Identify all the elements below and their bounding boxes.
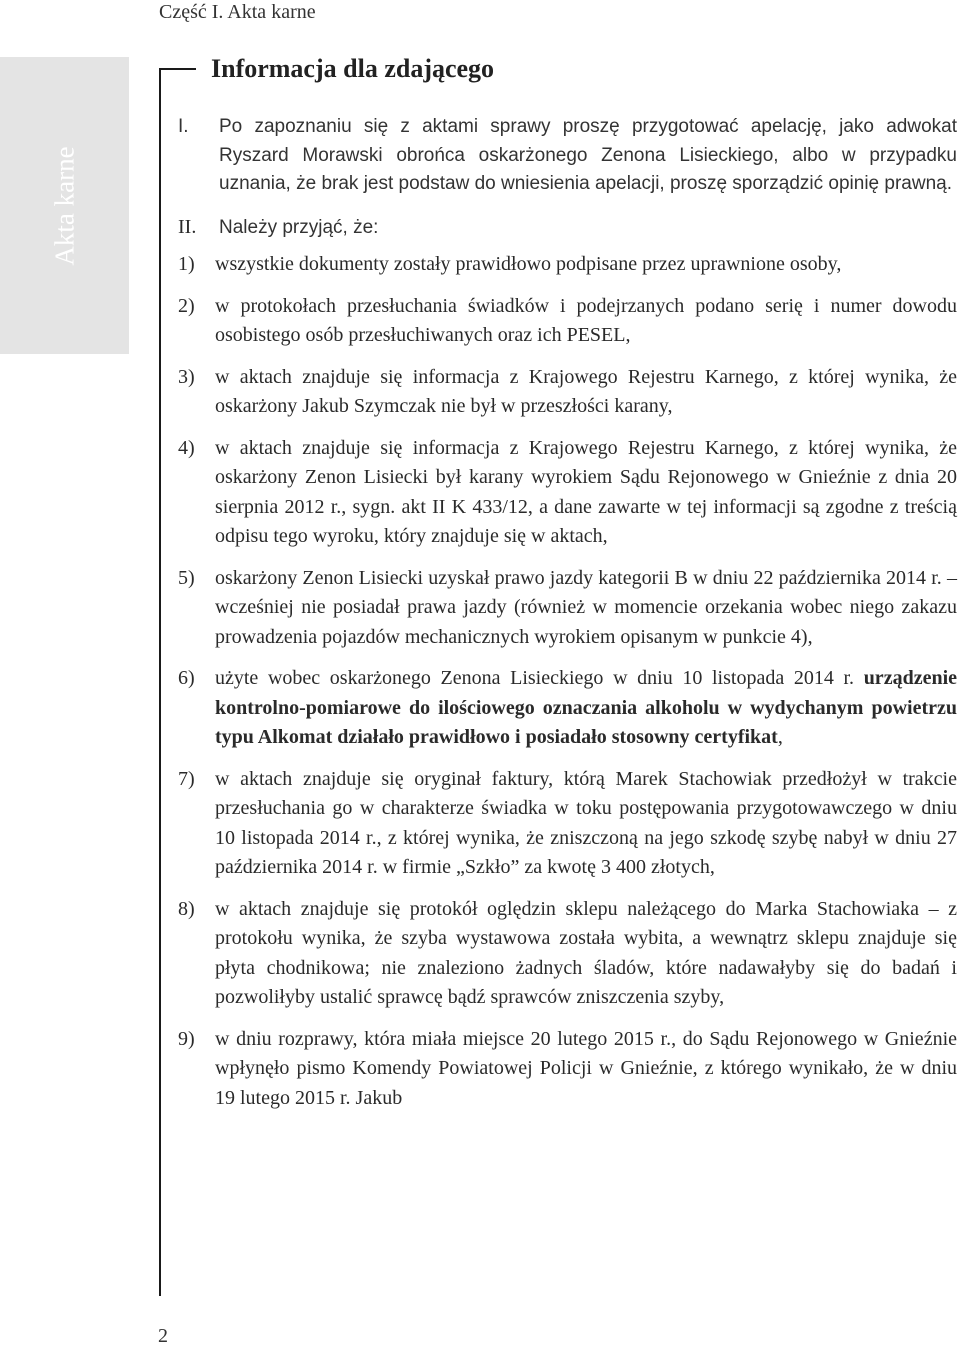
list-item-text: w protokołach przesłuchania świadków i podejrzanych podano serię i numer dowodu osobistego osób przesłuchiwanych oraz ich PESEL, <box>215 294 957 346</box>
list-item-number: 1) <box>178 253 195 275</box>
list-item-text: w aktach znajduje się protokół oględzin sklepu należącego do Marka Stachowiaka – z protokołu wynika, że szyba wystawowa została wybita, a wewnątrz sklepu znajduje się płyta chodnikowa; nie znaleziono żadnych śladów, które nadawałyby się do badań i pozwoliłyby ustalić sprawcę bądź sprawców zniszczenia szyby, <box>215 897 957 1008</box>
section-title: Informacja dla zdającego <box>211 54 495 83</box>
list-item-number: 5) <box>178 566 195 589</box>
side-tab-label: Akta karne <box>49 145 79 266</box>
list-item <box>178 363 957 422</box>
list-item-number: 9) <box>178 1027 195 1050</box>
paragraph-number: II. <box>178 215 197 238</box>
frame-top-rule <box>159 68 196 70</box>
running-header: Część I. Akta karne <box>159 1 316 23</box>
list-item <box>178 1025 957 1114</box>
list-item-text: w aktach znajduje się informacja z Krajowego Rejestru Karnego, z której wynika, że oskarżony Zenon Lisiecki był karany wyrokiem Sądu Rejonowego w Gnieźnie z dnia 20 sierpnia 2012 r., sygn. akt II K 433/12, a dane zawarte w tej informacji są zgodne z treścią odpisu tego wyroku, który znajduje się w aktach, <box>215 436 957 547</box>
list-item-number: 6) <box>178 667 195 689</box>
list-item-number: 8) <box>178 897 195 920</box>
list-item-number: 4) <box>178 436 195 459</box>
page-number: 2 <box>158 1325 168 1347</box>
paragraph-number: I. <box>178 116 189 137</box>
paragraph-ii <box>178 213 957 243</box>
list-item-text-bold: urządzenie kontrolno-pomiarowe do ilościowego oznaczania alkoholu w wydychanym powietrzu typu Alkomat działało prawidłowo i posiadało stosowny certyfikat <box>215 667 957 748</box>
list-item-text-start: użyte wobec oskarżonego Zenona Lisieckiego w dniu 10 listopada 2014 r. <box>215 667 864 689</box>
document-body <box>178 113 957 1125</box>
paragraph-i <box>178 113 957 199</box>
list-item <box>178 564 957 653</box>
paragraph-text: Należy przyjąć, że: <box>219 216 379 238</box>
list-item-number: 7) <box>178 767 195 790</box>
paragraph-text: Po zapoznaniu się z aktami sprawy proszę przygotować apelację, jako adwokat Ryszard Morawski obrońca oskarżonego Zenona Lisieckiego, albo w przypadku uznania, że brak jest podstaw do wniesienia apelacji, proszę sporządzić opinię prawną. <box>219 116 957 194</box>
list-item <box>178 434 957 552</box>
list-item-text: w dniu rozprawy, która miała miejsce 20 lutego 2015 r., do Sądu Rejonowego w Gnieźnie wpłynęło pismo Komendy Powiatowej Policji w Gnieźnie, z którego wynikało, że w dniu 19 lutego 2015 r. Jakub <box>215 1027 957 1109</box>
side-tab <box>0 57 129 354</box>
list-item-text: w aktach znajduje się informacja z Krajowego Rejestru Karnego, z której wynika, że oskarżony Jakub Szymczak nie był w przeszłości karany, <box>215 365 957 417</box>
list-item-text: w aktach znajduje się oryginał faktury, którą Marek Stachowiak przedłożył w trakcie przesłuchania go w charakterze świadka w toku postępowania przygotowawczego w dniu 10 listopada 2014 r., z której wynika, że zniszczoną na jego szkodę szybę nabył w dniu 27 października 2014 r. w firmie „Szkło” za kwotę 3 400 złotych, <box>215 767 957 878</box>
list-item-text: oskarżony Zenon Lisiecki uzyskał prawo jazdy kategorii B w dniu 22 października 2014 r. – wcześniej nie posiadał prawa jazdy (również w momencie orzekania wobec niego zakazu prowadzenia pojazdów mechanicznych wyrokiem opisanym w punkcie 4), <box>215 566 957 648</box>
numbered-list <box>178 250 957 1113</box>
list-item-number: 2) <box>178 294 195 317</box>
frame-left-rule <box>159 68 161 1296</box>
list-item-number: 3) <box>178 365 195 388</box>
list-item <box>178 765 957 883</box>
list-item <box>178 895 957 1013</box>
list-item <box>178 664 957 753</box>
list-item <box>178 292 957 351</box>
list-item <box>178 250 957 280</box>
list-item-text: wszystkie dokumenty zostały prawidłowo podpisane przez uprawnione osoby, <box>215 253 842 275</box>
list-item-text-end: , <box>777 726 783 748</box>
